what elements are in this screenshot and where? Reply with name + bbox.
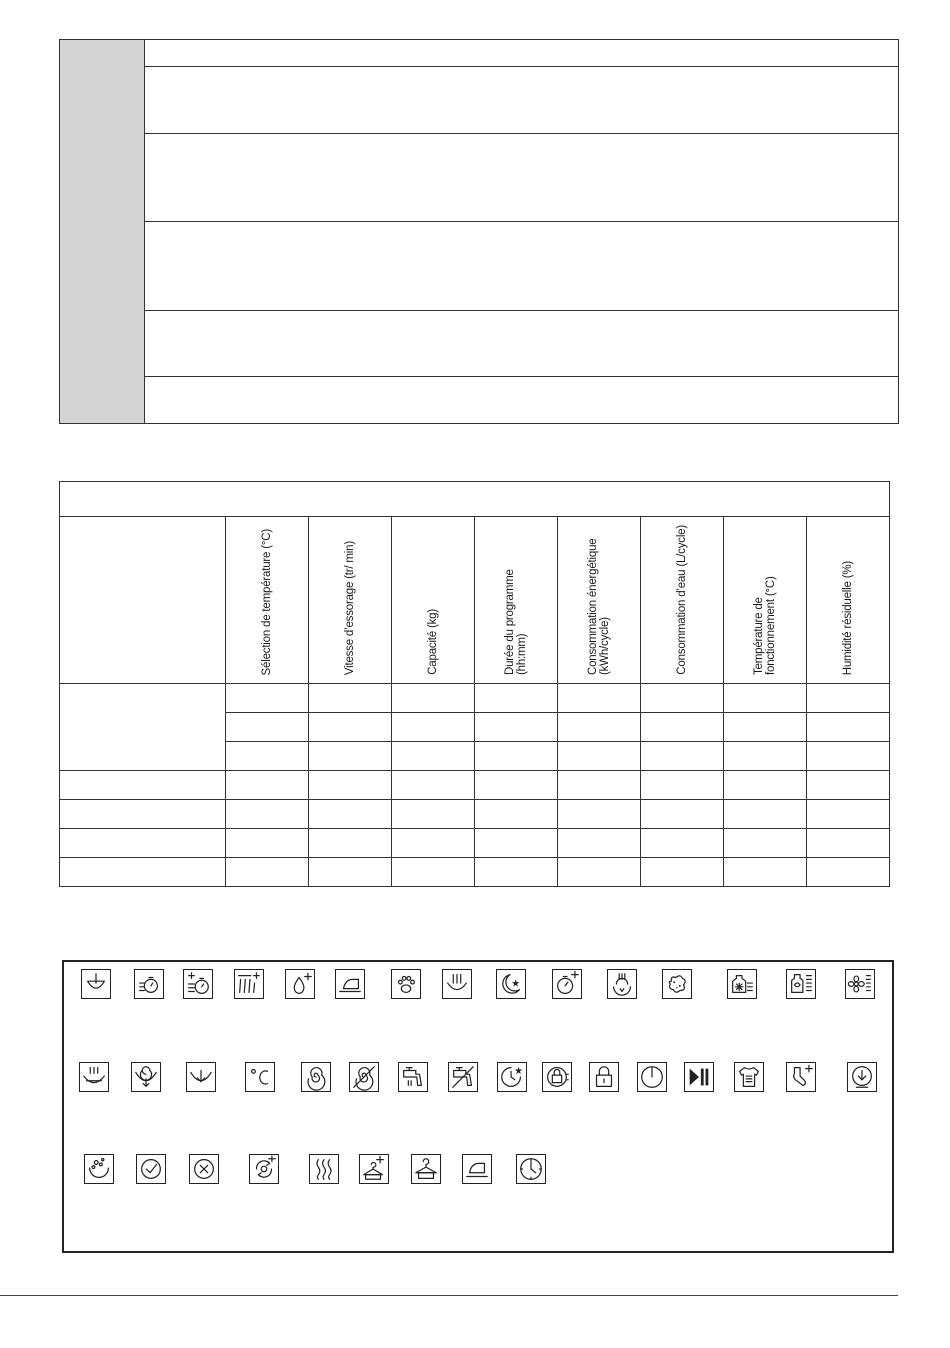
- footer-rule: [0, 1295, 898, 1296]
- table-row: [60, 771, 890, 800]
- drum-clean-icon: [84, 1154, 114, 1184]
- top-table-row: [145, 222, 898, 311]
- garment-icon: [734, 1062, 764, 1092]
- spin-icon: [301, 1062, 331, 1092]
- table-cell: [226, 684, 309, 713]
- rinse-tub-icon: [79, 1062, 109, 1092]
- table-cell: [807, 771, 890, 800]
- night-mode-icon: [496, 969, 526, 999]
- table-cell: [724, 742, 807, 771]
- top-table-row: [145, 311, 898, 377]
- header-label: Capacité (kg): [427, 609, 439, 675]
- table-cell: [392, 684, 475, 713]
- table-cell: [226, 771, 309, 800]
- stain-icon: [662, 969, 692, 999]
- table-cell: [475, 800, 558, 829]
- table-cell: [807, 713, 890, 742]
- table-cell: [226, 800, 309, 829]
- program-cell: [60, 800, 226, 829]
- table-cell: [641, 713, 724, 742]
- header-label: Humidité résiduelle (%): [842, 560, 854, 675]
- header-label: Sélection de température (°C): [261, 528, 273, 675]
- download-icon: [847, 1062, 877, 1092]
- temperature-icon: [245, 1062, 275, 1092]
- table-row: [60, 829, 890, 858]
- table-cell: [226, 742, 309, 771]
- hanger-plus-icon: [359, 1154, 389, 1184]
- header-water: [641, 517, 724, 684]
- table-cell: [724, 713, 807, 742]
- ironing-icon: [335, 969, 365, 999]
- sock-plus-icon: [786, 1062, 816, 1092]
- heat-icon: [309, 1154, 339, 1184]
- table-cell: [641, 829, 724, 858]
- clock-icon: [516, 1154, 546, 1184]
- table-cell: [392, 858, 475, 887]
- table-row: [60, 684, 890, 713]
- table-cell: [226, 713, 309, 742]
- steam-drum-icon: [607, 969, 637, 999]
- table-cell: [558, 742, 641, 771]
- table-cell: [392, 713, 475, 742]
- header-spin-speed: [309, 517, 392, 684]
- table-cell: [558, 800, 641, 829]
- time-plus-icon: [552, 969, 582, 999]
- table-cell: [724, 684, 807, 713]
- header-label: Température de fonctionnement (°C): [753, 576, 777, 675]
- table-cell: [226, 858, 309, 887]
- table-cell: [475, 771, 558, 800]
- steam-icon: [442, 969, 472, 999]
- prewash-tub-icon: [81, 969, 111, 999]
- table-cell: [724, 829, 807, 858]
- table-cell: [475, 713, 558, 742]
- table-caption-row: [60, 482, 890, 517]
- table-cell: [641, 771, 724, 800]
- table-cell: [475, 858, 558, 887]
- table-cell: [807, 684, 890, 713]
- table-cell: [558, 771, 641, 800]
- table-cell: [641, 800, 724, 829]
- table-header-row: [60, 517, 890, 684]
- table-cell: [309, 858, 392, 887]
- table-cell: [724, 771, 807, 800]
- symbol-legend-panel: [62, 960, 894, 1253]
- table-cell: [392, 771, 475, 800]
- table-cell: [807, 858, 890, 887]
- program-cell: [60, 858, 226, 887]
- drum-lock-icon: [542, 1062, 572, 1092]
- delay-start-icon: [497, 1062, 527, 1092]
- iron-dry-icon: [462, 1154, 492, 1184]
- tap-icon: [398, 1062, 428, 1092]
- program-data-table: [59, 481, 890, 887]
- table-row: [60, 800, 890, 829]
- table-cell: [309, 742, 392, 771]
- table-cell: [392, 800, 475, 829]
- drain-icon: [186, 1062, 216, 1092]
- header-duration: [475, 517, 558, 684]
- extra-rinse-icon: [234, 969, 264, 999]
- table-cell: [475, 829, 558, 858]
- table-cell: [807, 829, 890, 858]
- hanger-icon: [411, 1154, 441, 1184]
- pet-hair-icon: [391, 969, 421, 999]
- detergent-snow-icon: [727, 969, 757, 999]
- top-table-row: [145, 134, 898, 222]
- table-cell: [309, 713, 392, 742]
- water-plus-icon: [285, 969, 315, 999]
- start-pause-icon: [684, 1062, 714, 1092]
- header-temperature: [226, 517, 309, 684]
- extra-time-icon: [183, 969, 213, 999]
- program-header-cell: [60, 517, 226, 684]
- table-cell: [309, 829, 392, 858]
- top-table-label-column: [60, 40, 145, 423]
- header-operating-temp: [724, 517, 807, 684]
- top-table-row: [145, 67, 898, 134]
- table-cell: [226, 829, 309, 858]
- table-cell: [309, 800, 392, 829]
- table-cell: [558, 684, 641, 713]
- program-cell: [60, 771, 226, 800]
- cancel-icon: [189, 1154, 219, 1184]
- table-cell: [475, 684, 558, 713]
- no-spin-icon: [349, 1062, 379, 1092]
- program-cell: [60, 684, 226, 771]
- header-energy: [558, 517, 641, 684]
- table-cell: [807, 800, 890, 829]
- table-cell: [641, 858, 724, 887]
- detergent-dose-icon: [786, 969, 816, 999]
- header-residual-moisture: [807, 517, 890, 684]
- check-icon: [136, 1154, 166, 1184]
- table-cell: [309, 771, 392, 800]
- table-cell: [392, 742, 475, 771]
- table-cell: [641, 742, 724, 771]
- table-row: [60, 858, 890, 887]
- table-cell: [558, 829, 641, 858]
- child-lock-icon: [589, 1062, 619, 1092]
- top-table-row: [145, 40, 898, 67]
- header-label: Vitesse d’essorage (tr/ min): [344, 540, 356, 675]
- table-cell: [392, 829, 475, 858]
- quick-wash-icon: [134, 969, 164, 999]
- header-capacity: [392, 517, 475, 684]
- top-table: [59, 39, 899, 424]
- recycle-drum-icon: [249, 1154, 279, 1184]
- top-table-rows: [145, 40, 898, 423]
- table-cell: [724, 858, 807, 887]
- table-cell: [309, 684, 392, 713]
- table-cell: [558, 858, 641, 887]
- spin-drain-icon: [131, 1062, 161, 1092]
- header-label: Consommation énergétique (kWh/cycle): [587, 538, 611, 675]
- table-cell: [475, 742, 558, 771]
- table-cell: [558, 713, 641, 742]
- no-water-tap-icon: [448, 1062, 478, 1092]
- table-cell: [807, 742, 890, 771]
- table-cell: [641, 684, 724, 713]
- header-label: Consommation d’eau (L/cycle): [676, 525, 688, 675]
- program-cell: [60, 829, 226, 858]
- table-caption-cell: [60, 482, 890, 517]
- softener-flower-icon: [845, 969, 875, 999]
- header-label: Durée du programme (hh:mm): [504, 569, 528, 675]
- power-icon: [637, 1062, 667, 1092]
- top-table-row: [145, 377, 898, 423]
- table-cell: [724, 800, 807, 829]
